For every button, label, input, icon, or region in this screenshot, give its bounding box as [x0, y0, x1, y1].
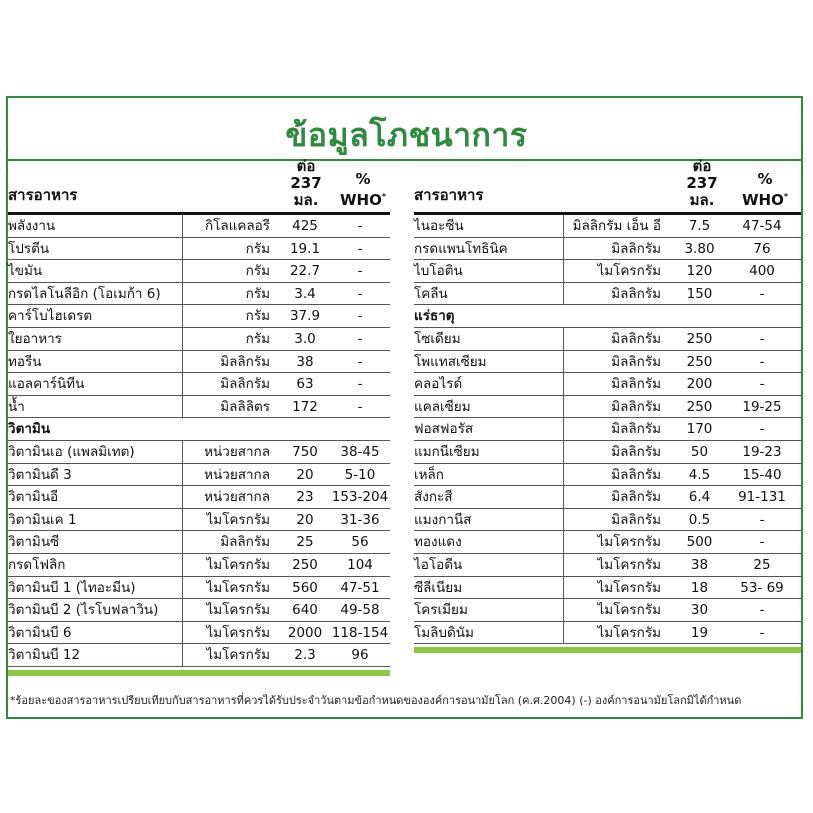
table-row — [414, 486, 801, 509]
cell-unit: มิลลิกรัม — [611, 285, 661, 302]
cell-amount: 250 — [292, 556, 318, 573]
header-per-line1: ต่อ — [692, 157, 712, 175]
cell-who: - — [759, 421, 765, 438]
cell-who: - — [759, 602, 765, 619]
table-row — [8, 509, 390, 532]
table-row — [8, 622, 390, 645]
table-row — [8, 396, 390, 419]
cell-who: - — [759, 330, 765, 347]
table-row — [414, 599, 801, 622]
cell-amount: 23 — [296, 489, 314, 506]
cell-who: - — [759, 624, 765, 641]
cell-who: 118-154 — [331, 624, 389, 641]
cell-unit: ไมโครกรัม — [206, 579, 270, 596]
table-row — [8, 260, 390, 283]
cell-who: 153-204 — [331, 489, 389, 506]
cell-who: - — [357, 308, 363, 325]
table-row — [8, 486, 390, 509]
cell-who: 38-45 — [340, 443, 380, 460]
rows-right — [414, 215, 801, 644]
cell-amount: 38 — [296, 353, 314, 370]
table-row — [414, 396, 801, 419]
cell-unit: หน่วยสากล — [204, 443, 270, 460]
page-title: ข้อมูลโภชนาการ — [285, 116, 528, 154]
cell-amount: 560 — [292, 579, 318, 596]
cell-amount: 250 — [686, 353, 713, 370]
table-row — [414, 622, 801, 645]
cell-name: แร่ธาตุ — [414, 308, 455, 325]
table-row — [8, 577, 390, 600]
cell-amount: 2.3 — [294, 647, 316, 664]
cell-amount: 38 — [690, 556, 709, 573]
table-row — [8, 441, 390, 464]
header-who-line1: % — [355, 170, 371, 188]
cell-who: 91-131 — [738, 489, 786, 506]
cell-unit: ไมโครกรัม — [206, 647, 270, 664]
cell-amount: 250 — [686, 330, 713, 347]
table-row — [8, 644, 390, 667]
cell-name: วิตามินเค 1 — [8, 509, 183, 531]
cell-name: กรดโฟลิก — [8, 554, 183, 576]
nutrient-table-left — [8, 157, 390, 676]
cell-who: - — [357, 376, 363, 393]
table-row — [414, 577, 801, 600]
cell-unit: มิลลิกรัม — [611, 511, 661, 528]
cell-name: สังกะสี — [414, 486, 564, 508]
cell-name: ไนอะซีน — [414, 215, 564, 237]
table-row — [8, 373, 390, 396]
table-row — [414, 351, 801, 374]
table-row — [414, 328, 801, 351]
cell-who: - — [759, 534, 765, 551]
cell-amount: 3.80 — [684, 240, 715, 257]
cell-name: แมกนีเซียม — [414, 441, 564, 463]
cell-who: 5-10 — [344, 466, 376, 483]
cell-unit: กรัม — [245, 285, 270, 302]
nutrient-table-right — [414, 157, 801, 653]
cell-name: วิตามินบี 2 (ไรโบฟลาวิน) — [8, 599, 183, 621]
cell-name: พลังงาน — [8, 215, 183, 237]
cell-name: คลอไรด์ — [414, 373, 564, 395]
cell-unit: มิลลิกรัม — [220, 534, 270, 551]
table-row — [414, 373, 801, 396]
cell-amount: 2000 — [287, 624, 323, 641]
cell-amount: 20 — [296, 466, 314, 483]
table-row — [8, 215, 390, 238]
cell-who: - — [759, 285, 765, 302]
cell-name: กรดแพนโทธินิค — [414, 238, 564, 260]
cell-who: - — [357, 218, 363, 234]
cell-name: คาร์โบไฮเดรต — [8, 305, 183, 327]
cell-unit: กรัม — [245, 330, 270, 347]
cell-amount: 25 — [296, 534, 314, 551]
header-per-line2: 237 มล. — [686, 174, 718, 209]
table-row — [414, 283, 801, 306]
cell-who: - — [357, 353, 363, 370]
cell-unit: มิลลิกรัม — [611, 421, 661, 438]
cell-unit: มิลลิกรัม — [611, 443, 661, 460]
cell-name: โครเมียม — [414, 599, 564, 621]
cell-who: - — [357, 330, 363, 347]
cell-amount: 50 — [690, 443, 709, 460]
cell-amount: 640 — [292, 602, 318, 619]
cell-name: โพแทสเซียม — [414, 351, 564, 373]
cell-who: - — [357, 263, 363, 280]
cell-unit: มิลลิกรัม — [611, 398, 661, 415]
table-row — [8, 531, 390, 554]
cell-unit: หน่วยสากล — [204, 489, 270, 506]
cell-amount: 425 — [292, 218, 318, 234]
cell-unit: ไมโครกรัม — [597, 263, 661, 280]
cell-name: แมงกานีส — [414, 509, 564, 531]
header-per-serving — [276, 158, 336, 209]
cell-amount: 19.1 — [289, 240, 321, 257]
cell-amount: 63 — [296, 376, 314, 393]
cell-unit: ไมโครกรัม — [206, 602, 270, 619]
cell-unit: มิลลิกรัม — [611, 489, 661, 506]
cell-who: - — [357, 398, 363, 415]
header-who-line2: WHO — [339, 191, 382, 209]
cell-unit: ไมโครกรัม — [206, 511, 270, 528]
header-nutrient: สารอาหาร — [414, 186, 484, 204]
table-row — [414, 554, 801, 577]
section-heading-row — [414, 305, 801, 328]
table-row — [414, 509, 801, 532]
cell-unit: ไมโครกรัม — [597, 602, 661, 619]
table-header — [8, 157, 390, 212]
table-row — [414, 260, 801, 283]
cell-amount: 37.9 — [289, 308, 321, 325]
cell-name: ฟอสฟอรัส — [414, 418, 564, 440]
table-row — [8, 283, 390, 306]
cell-name: ทองแดง — [414, 531, 564, 553]
cell-who: - — [759, 376, 765, 393]
cell-amount: 3.0 — [294, 330, 316, 347]
cell-unit: มิลลิกรัม — [220, 376, 270, 393]
cell-amount: 172 — [292, 398, 318, 415]
header-per-serving — [672, 158, 732, 209]
cell-amount: 200 — [686, 376, 713, 393]
cell-unit: ไมโครกรัม — [597, 579, 661, 596]
cell-unit: มิลลิกรัม เอ็น อี — [572, 218, 661, 234]
cell-name: วิตามินดี 3 — [8, 464, 183, 486]
cell-amount: 750 — [292, 443, 318, 460]
cell-who: 56 — [351, 534, 369, 551]
header-per-line1: ต่อ — [296, 157, 316, 175]
cell-who: 104 — [347, 556, 373, 573]
header-who-percent — [333, 171, 393, 209]
header-who-line2: WHO — [741, 191, 784, 209]
cell-name: ใยอาหาร — [8, 328, 183, 350]
cell-unit: ไมโครกรัม — [206, 556, 270, 573]
cell-name: วิตามินบี 12 — [8, 644, 183, 666]
header-nutrient: สารอาหาร — [8, 186, 78, 204]
header-who-line1: % — [757, 170, 773, 188]
cell-name: ไขมัน — [8, 260, 183, 282]
table-row — [414, 418, 801, 441]
cell-who: 49-58 — [340, 602, 380, 619]
cell-amount: 7.5 — [688, 218, 711, 234]
cell-who: - — [759, 511, 765, 528]
cell-name: ซีลีเนียม — [414, 577, 564, 599]
cell-who: 76 — [753, 240, 771, 257]
cell-unit: ไมโครกรัม — [206, 624, 270, 641]
cell-name: วิตามินบี 1 (ไทอะมีน) — [8, 577, 183, 599]
cell-name: ไอโอดีน — [414, 554, 564, 576]
cell-amount: 4.5 — [688, 466, 711, 483]
cell-name: โคลีน — [414, 283, 564, 305]
cell-unit: ไมโครกรัม — [597, 556, 661, 573]
table-bottom-bar — [8, 670, 390, 676]
cell-who: 19-23 — [742, 443, 782, 460]
table-header — [414, 157, 801, 212]
cell-name: วิตามินอี — [8, 486, 183, 508]
cell-who: - — [357, 285, 363, 302]
table-row — [414, 464, 801, 487]
cell-name: ไบโอติน — [414, 260, 564, 282]
cell-who: 53- 69 — [740, 579, 784, 596]
cell-amount: 18 — [690, 579, 709, 596]
cell-who: 400 — [749, 263, 775, 280]
cell-unit: ไมโครกรัม — [597, 624, 661, 641]
table-bottom-bar — [414, 647, 801, 653]
cell-who: - — [759, 353, 765, 370]
cell-amount: 3.4 — [294, 285, 316, 302]
cell-who: 47-54 — [742, 218, 782, 234]
header-who-mark: * — [783, 192, 789, 201]
cell-amount: 500 — [686, 534, 713, 551]
cell-amount: 120 — [686, 263, 713, 280]
table-row — [8, 305, 390, 328]
table-row — [8, 554, 390, 577]
cell-name: วิตามินซี — [8, 531, 183, 553]
cell-unit: มิลลิกรัม — [611, 330, 661, 347]
cell-unit: กิโลแคลอรี — [204, 218, 270, 234]
cell-unit: มิลลิลิตร — [220, 398, 270, 415]
table-row — [8, 599, 390, 622]
cell-unit: มิลลิกรัม — [220, 353, 270, 370]
cell-name: โมลิบดินัม — [414, 622, 564, 644]
table-row — [414, 441, 801, 464]
cell-who: 15-40 — [742, 466, 782, 483]
cell-unit: มิลลิกรัม — [611, 353, 661, 370]
cell-amount: 250 — [686, 398, 713, 415]
table-row — [8, 238, 390, 261]
cell-name: แคลเซียม — [414, 396, 564, 418]
cell-amount: 20 — [296, 511, 314, 528]
cell-amount: 19 — [690, 624, 709, 641]
cell-name: ทอรีน — [8, 351, 183, 373]
cell-unit: กรัม — [245, 308, 270, 325]
cell-unit: มิลลิกรัม — [611, 376, 661, 393]
cell-unit: กรัม — [245, 240, 270, 257]
cell-amount: 6.4 — [688, 489, 711, 506]
header-who-percent — [730, 171, 800, 209]
table-row — [414, 238, 801, 261]
cell-name: วิตามินเอ (แพลมิเทต) — [8, 441, 183, 463]
cell-name: วิตามิน — [8, 421, 51, 438]
cell-name: โปรตีน — [8, 238, 183, 260]
table-row — [8, 328, 390, 351]
table-row — [414, 531, 801, 554]
cell-unit: มิลลิกรัม — [611, 240, 661, 257]
cell-unit: กรัม — [245, 263, 270, 280]
table-row — [8, 464, 390, 487]
cell-who: - — [357, 240, 363, 257]
cell-name: กรดไลโนลีอิก (โอเมก้า 6) — [8, 283, 183, 305]
cell-who: 19-25 — [742, 398, 782, 415]
cell-name: โซเดียม — [414, 328, 564, 350]
cell-name: น้ำ — [8, 396, 183, 418]
cell-unit: มิลลิกรัม — [611, 466, 661, 483]
cell-name: วิตามินบี 6 — [8, 622, 183, 644]
cell-who: 31-36 — [340, 511, 380, 528]
table-row — [8, 351, 390, 374]
cell-name: แอลคาร์นิทีน — [8, 373, 183, 395]
cell-who: 96 — [351, 647, 369, 664]
cell-amount: 170 — [686, 421, 713, 438]
cell-who: 25 — [753, 556, 771, 573]
section-heading-row — [8, 418, 390, 441]
header-per-line2: 237 มล. — [290, 174, 322, 209]
cell-unit: หน่วยสากล — [204, 466, 270, 483]
cell-amount: 30 — [690, 602, 709, 619]
footnote: *ร้อยละของสารอาหารเปรียบเทียบกับสารอาหารที่ควรได้รับประจำวันตามข้อกำหนดขององค์การอนามัยโลก (ค.ศ.2004) (-) องค์การอนามัยโลกมิได้กำหนด — [10, 694, 742, 707]
rows-left — [8, 215, 390, 667]
cell-amount: 22.7 — [289, 263, 321, 280]
cell-amount: 0.5 — [688, 511, 711, 528]
table-row — [414, 215, 801, 238]
cell-amount: 150 — [686, 285, 713, 302]
cell-unit: ไมโครกรัม — [597, 534, 661, 551]
cell-name: เหล็ก — [414, 464, 564, 486]
header-who-mark: * — [381, 192, 387, 201]
cell-who: 47-51 — [340, 579, 380, 596]
